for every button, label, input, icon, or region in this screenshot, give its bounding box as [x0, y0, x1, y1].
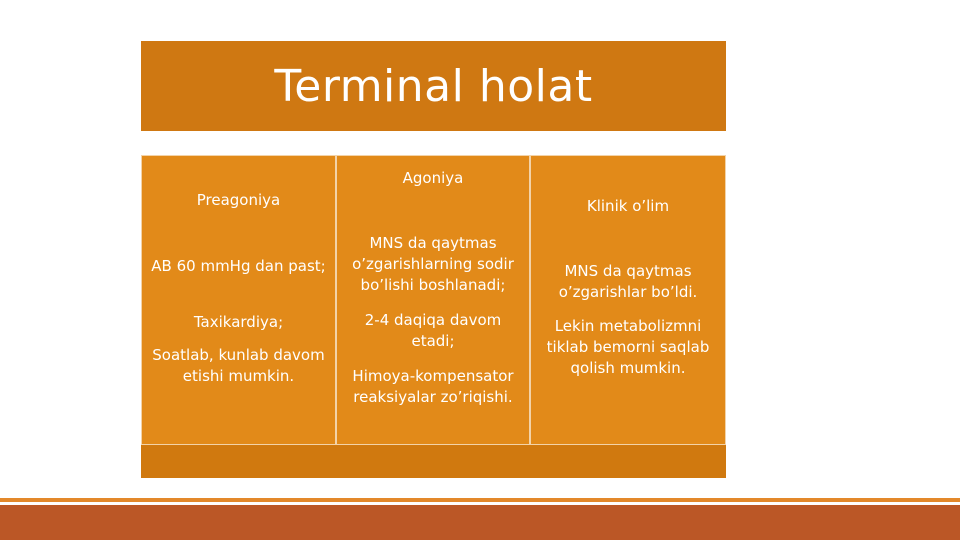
- column-line: MNS da qaytmas o’zgarishlarning sodir bo’lishi boshlanadi;: [352, 234, 514, 294]
- footer-band: [0, 505, 960, 540]
- slide-title: Terminal holat: [274, 60, 593, 112]
- column-line: Soatlab, kunlab davom etishi mumkin.: [152, 346, 325, 385]
- column-line: Taxikardiya;: [193, 313, 284, 331]
- content-panel: [141, 155, 726, 478]
- column-line: Lekin metabolizmni tiklab bemorni saqlab qolish mumkin.: [546, 317, 710, 377]
- title-banner: [141, 41, 726, 131]
- column-heading: Klinik o’lim: [586, 197, 670, 215]
- column-line: Himoya-kompensator reaksiyalar zo’riqishi.: [352, 367, 514, 406]
- column-agoniya: [336, 155, 530, 445]
- column-heading: Preagoniya: [196, 191, 281, 209]
- column-line: AB 60 mmHg dan past;: [151, 257, 326, 275]
- column-line: MNS da qaytmas o’zgarishlar bo’ldi.: [558, 262, 698, 301]
- column-klinik-olim: [530, 155, 726, 445]
- column-line: 2-4 daqiqa davom etadi;: [364, 311, 502, 350]
- column-heading: Agoniya: [402, 169, 464, 187]
- column-preagoniya: [141, 155, 336, 445]
